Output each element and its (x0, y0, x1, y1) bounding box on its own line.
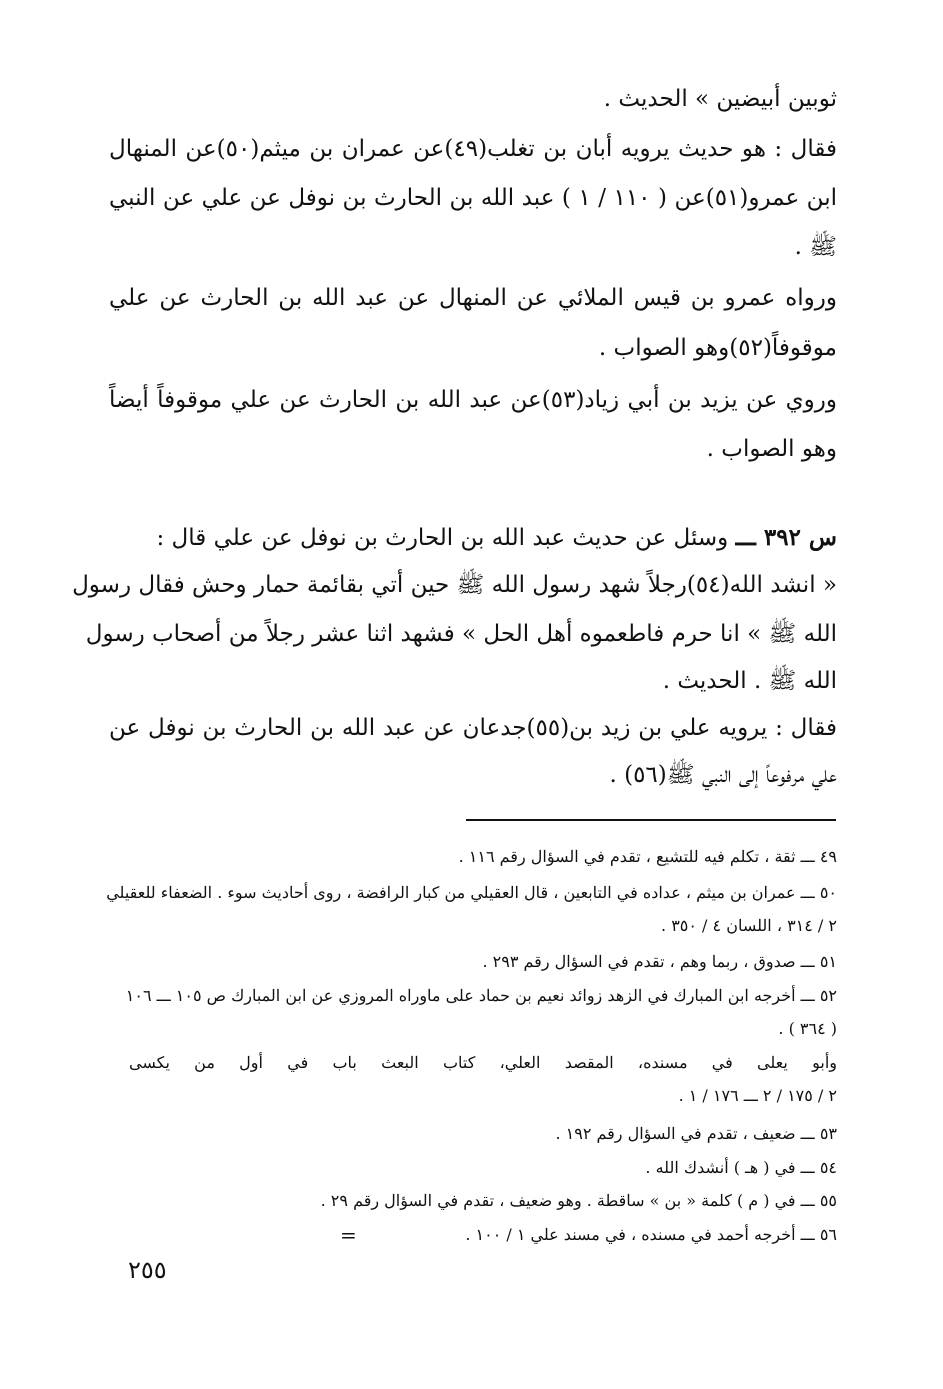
text-line-8: وهو الصواب . (706, 436, 837, 462)
footnote-49: ٤٩ ـــ ثقة ، تكلم فيه للتشيع ، تقدم في السؤال رقم ١١٦ . (458, 847, 837, 866)
footnote-50: ٥٠ ـــ عمران بن ميثم ، عداده في التابعين ، قال العقيلي من كبار الرافضة ، روى أحاديث سوء . الضعفاء للعقيلي (106, 883, 837, 902)
footnote-52-cont-3: ٢ / ١٧٥ / ٢ ـــ ١٧٦ / ١ . (678, 1086, 837, 1105)
text-line-7: وروي عن يزيد بن أبي زياد(٥٣)عن عبد الله بن الحارث عن علي موقوفاً أيضاً (109, 387, 837, 413)
footnote-53: ٥٣ ـــ ضعيف ، تقدم في السؤال رقم ١٩٢ . (555, 1124, 837, 1143)
footnote-separator (466, 819, 836, 821)
footnote-52-cont-2: وأبو يعلى في مسنده، المقصد العلي، كتاب البعث باب في أول من يكسى (129, 1053, 837, 1072)
text-line-4: ﷺ . (794, 234, 837, 260)
footnote-56: ٥٦ ـــ أخرجه أحمد في مسنده ، في مسند علي ١ / ١٠٠ . (465, 1225, 837, 1244)
question-number: س ٣٩٢ ـــ (735, 524, 837, 551)
text-line-12: الله ﷺ . الحديث . (662, 668, 837, 694)
footnote-52-cont: ( ٣٦٤ ) . (778, 1019, 837, 1038)
text-line-2: فقال : هو حديث يرويه أبان بن تغلب(٤٩)عن عمران بن ميثم(٥٠)عن المنهال (109, 136, 837, 162)
text-line-10: « انشد الله(٥٤)رجلاً شهد رسول الله ﷺ حين أتي بقائمة حمار وحش فقال رسول (72, 572, 837, 598)
text-line-1: ثوبين أبيضين » الحديث . (603, 86, 837, 112)
page-number: ٢٥٥ (128, 1256, 167, 1284)
footnote-50-cont: ٢ / ٣١٤ ، اللسان ٤ / ٣٥٠ . (661, 916, 837, 935)
text-line-6: موقوفاً(٥٢)وهو الصواب . (598, 335, 837, 361)
question-line (109, 523, 837, 553)
text-line-5: ورواه عمرو بن قيس الملائي عن المنهال عن عبد الله بن الحارث عن علي (109, 285, 837, 311)
text-line-14: علي مرفوعاً إلى النبي ﷺ(٥٦) . (609, 762, 837, 788)
text-line-3: ابن عمرو(٥١)عن ( ١١٠ / ١ ) عبد الله بن الحارث بن نوفل عن علي عن النبي (109, 185, 837, 211)
footnote-54: ٥٤ ـــ في ( هـ ) أنشدك الله . (645, 1158, 837, 1177)
text-line-11: الله ﷺ » انا حرم فاطعموه أهل الحل » فشهد اثنا عشر رجلاً من أصحاب رسول (85, 621, 837, 647)
footnote-52: ٥٢ ـــ أخرجه ابن المبارك في الزهد زوائد نعيم بن حماد على ماوراه المروزي عن ابن المبارك ص ١٠٥ ـــ ١٠٦ (125, 986, 837, 1005)
footnote-51: ٥١ ـــ صدوق ، ربما وهم ، تقدم في السؤال رقم ٢٩٣ . (482, 952, 837, 971)
footnote-55: ٥٥ ـــ في ( م ) كلمة « بن » ساقطة . وهو ضعيف ، تقدم في السؤال رقم ٢٩ . (320, 1191, 837, 1210)
continuation-mark: = (340, 1223, 357, 1247)
question-text: وسئل عن حديث عبد الله بن الحارث بن نوفل عن علي قال : (156, 525, 729, 551)
text-line-13: فقال : يرويه علي بن زيد بن(٥٥)جدعان عن عبد الله بن الحارث بن نوفل عن (109, 715, 837, 741)
